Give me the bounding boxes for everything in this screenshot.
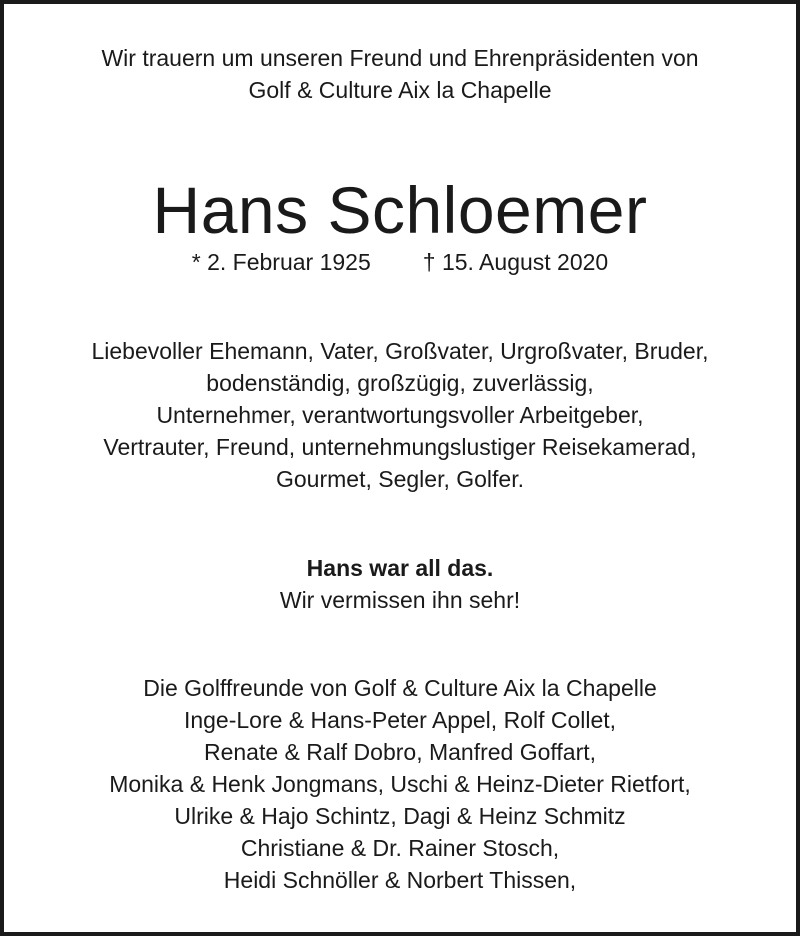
traits-line: Liebevoller Ehemann, Vater, Großvater, Urgroßvater, Bruder, bbox=[91, 338, 709, 364]
signers-line: Christiane & Dr. Rainer Stosch, bbox=[240, 835, 560, 861]
intro-line: Golf & Culture Aix la Chapelle bbox=[248, 77, 552, 103]
tribute-headline: Hans war all das. bbox=[306, 555, 494, 581]
traits-line: bodenständig, großzügig, zuverlässig, bbox=[206, 370, 594, 396]
signers-line: Renate & Ralf Dobro, Manfred Goffart, bbox=[203, 739, 597, 765]
traits-line: Unternehmer, verantwortungsvoller Arbeitgeber, bbox=[156, 402, 644, 428]
intro-line: Wir trauern um unseren Freund und Ehrenpräsidenten von bbox=[101, 45, 699, 71]
signers-line: Ulrike & Hajo Schintz, Dagi & Heinz Schmitz bbox=[174, 803, 626, 829]
traits-line: Gourmet, Segler, Golfer. bbox=[275, 466, 524, 492]
signers-line: Heidi Schnöller & Norbert Thissen, bbox=[223, 867, 577, 893]
intro-text bbox=[4, 42, 796, 106]
traits-text bbox=[4, 335, 796, 495]
signers-line: Monika & Henk Jongmans, Uschi & Heinz-Dieter Rietfort, bbox=[109, 771, 691, 797]
signers-line: Inge-Lore & Hans-Peter Appel, Rolf Collet, bbox=[183, 707, 617, 733]
tribute-text bbox=[4, 552, 796, 616]
death-date: † 15. August 2020 bbox=[422, 249, 609, 275]
signers-list bbox=[4, 672, 796, 896]
traits-line: Vertrauter, Freund, unternehmungslustiger Reisekamerad, bbox=[103, 434, 697, 460]
life-dates bbox=[4, 246, 796, 278]
tribute-line: Wir vermissen ihn sehr! bbox=[279, 587, 521, 613]
birth-date: * 2. Februar 1925 bbox=[191, 249, 371, 275]
signers-line: Die Golffreunde von Golf & Culture Aix la Chapelle bbox=[143, 675, 657, 701]
deceased-name: Hans Schloemer bbox=[152, 173, 648, 247]
